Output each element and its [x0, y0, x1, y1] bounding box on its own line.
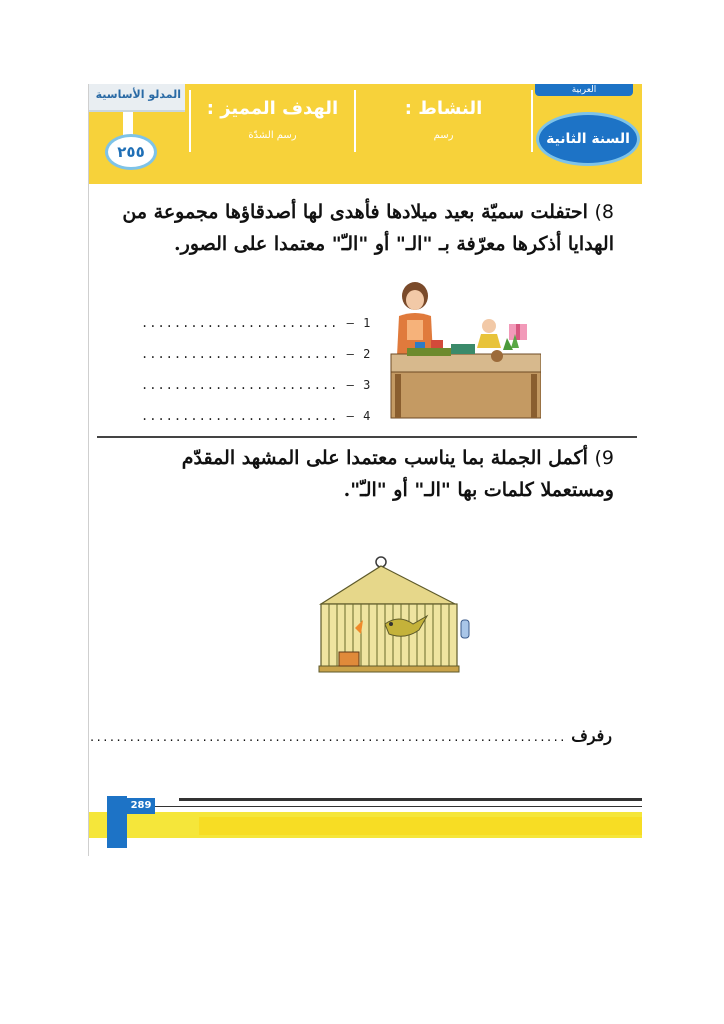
activity-subtitle: رسم — [433, 130, 454, 141]
footer-rule-thick — [179, 798, 642, 801]
exercise-8-number: 8) — [594, 201, 614, 223]
completion-dots: ........................................................................ — [88, 731, 566, 744]
answer-2-dots: ........................ — [141, 347, 339, 361]
answer-1-dots: ........................ — [141, 316, 339, 330]
answer-line-3[interactable] — [141, 378, 372, 392]
birthday-gifts-illustration — [385, 276, 541, 422]
completion-line[interactable] — [89, 726, 612, 745]
answer-line-4[interactable] — [141, 409, 372, 423]
footer-blue-tab — [107, 796, 127, 848]
bird-cage-illustration — [315, 554, 471, 684]
exercise-9-number: 9) — [594, 447, 614, 469]
badge-stem — [123, 112, 133, 136]
answer-line-1[interactable] — [141, 316, 372, 330]
activity-box — [354, 90, 533, 152]
subject-tab-label: العربية — [571, 85, 597, 95]
activity-title: النشاط : — [404, 98, 483, 119]
page-badge: ٢٥٥ — [105, 134, 157, 170]
answer-4-dots: ........................ — [141, 409, 339, 423]
footer-rule-thin — [107, 806, 642, 807]
goal-title: الهدف المميز : — [206, 98, 339, 119]
section-divider — [97, 436, 637, 438]
answer-4-label: – 4 — [346, 409, 372, 423]
completion-word: رفرف — [571, 726, 612, 745]
exercise-9-text — [114, 442, 614, 506]
answer-2-label: – 2 — [346, 347, 372, 361]
worksheet-page — [88, 84, 642, 856]
answer-line-2[interactable] — [141, 347, 372, 361]
exercise-8-text — [114, 196, 614, 260]
subject-tab — [535, 84, 633, 96]
goal-subtitle: رسم الشدّة — [248, 130, 297, 141]
answer-3-label: – 3 — [346, 378, 372, 392]
exercise-8-instruction: احتفلت سميّة بعيد ميلادها فأهدى لها أصدقاؤها مجموعة من الهدايا أذكرها معرّفة بـ "الـ" أو "الـّ" معتمدا على الصور. — [122, 201, 614, 255]
page-number: 289 — [127, 798, 155, 814]
exercise-9-instruction: أكمل الجملة بما يناسب معتمدا على المشهد المقدّم ومستعملا كلمات بها "الـ" أو "الـّ". — [181, 447, 614, 501]
grade-badge: السنة الثانية — [536, 112, 640, 166]
footer-band-inner — [199, 817, 642, 835]
answer-3-dots: ........................ — [141, 378, 339, 392]
goal-box — [189, 90, 356, 152]
answer-1-label: – 1 — [346, 316, 372, 330]
series-ribbon: المدلو الأساسية — [89, 84, 185, 112]
